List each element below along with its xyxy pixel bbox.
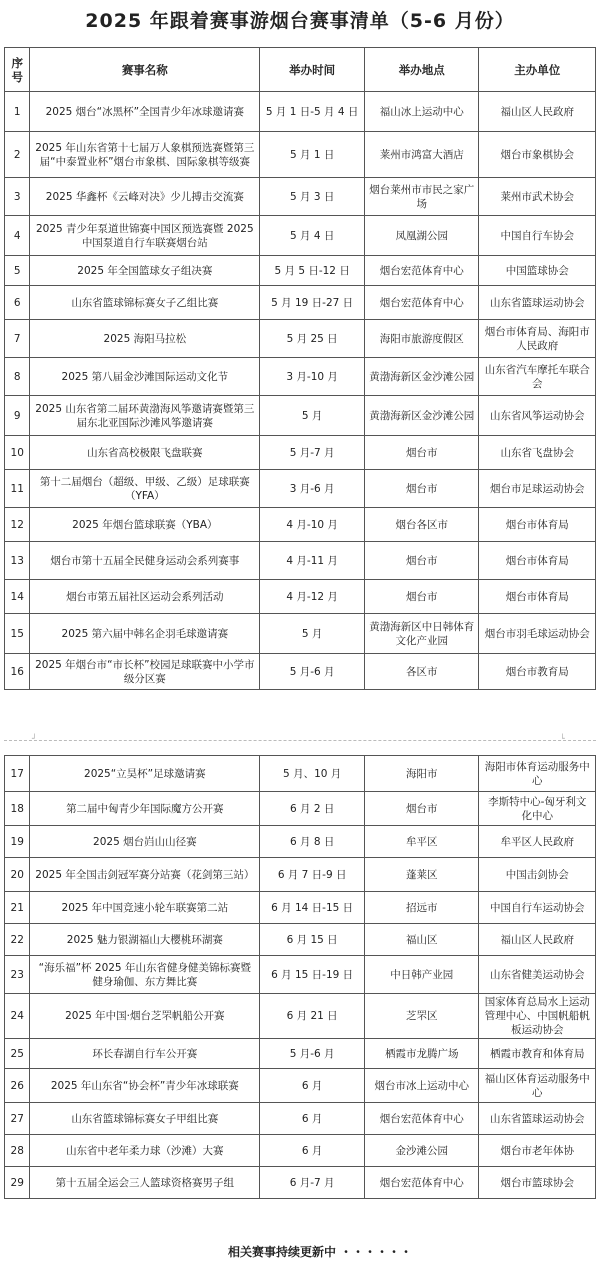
cell-index: 25 bbox=[5, 1039, 30, 1069]
cell-time: 3 月-10 月 bbox=[260, 358, 365, 396]
cell-time: 5 月-6 月 bbox=[260, 654, 365, 690]
cell-organizer: 李斯特中心-匈牙利文化中心 bbox=[479, 792, 596, 826]
cell-location: 烟台市 bbox=[365, 792, 479, 826]
cell-event-name: 2025 烟台“冰黑杯”全国青少年冰球邀请赛 bbox=[30, 92, 260, 132]
cell-organizer: 烟台市体育局、海阳市人民政府 bbox=[479, 320, 596, 358]
table-row bbox=[5, 792, 596, 826]
cell-location: 招远市 bbox=[365, 892, 479, 924]
table-row bbox=[5, 1103, 596, 1135]
cell-index: 19 bbox=[5, 826, 30, 858]
cell-organizer: 山东省汽车摩托车联合会 bbox=[479, 358, 596, 396]
cell-index: 1 bbox=[5, 92, 30, 132]
cell-event-name: 山东省篮球锦标赛女子甲组比赛 bbox=[30, 1103, 260, 1135]
cell-organizer: 烟台市体育局 bbox=[479, 508, 596, 542]
cell-index: 4 bbox=[5, 216, 30, 256]
cell-index: 7 bbox=[5, 320, 30, 358]
cell-event-name: 2025 第六届中韩名企羽毛球邀请赛 bbox=[30, 614, 260, 654]
table-row bbox=[5, 358, 596, 396]
table-row bbox=[5, 92, 596, 132]
cell-organizer: 烟台市教育局 bbox=[479, 654, 596, 690]
cell-index: 24 bbox=[5, 994, 30, 1039]
cell-location: 海阳市旅游度假区 bbox=[365, 320, 479, 358]
table-row bbox=[5, 956, 596, 994]
cell-event-name: 2025 第八届金沙滩国际运动文化节 bbox=[30, 358, 260, 396]
cell-location: 烟台莱州市市民之家广场 bbox=[365, 178, 479, 216]
event-table-part-1 bbox=[4, 47, 596, 690]
cell-location: 蓬莱区 bbox=[365, 858, 479, 892]
cell-organizer: 福山区人民政府 bbox=[479, 92, 596, 132]
cell-location: 烟台宏范体育中心 bbox=[365, 1167, 479, 1199]
cell-time: 6 月 bbox=[260, 1069, 365, 1103]
cell-event-name: 2025“立昊杯”足球邀请赛 bbox=[30, 756, 260, 792]
cell-time: 4 月-12 月 bbox=[260, 580, 365, 614]
cell-event-name: 2025 年山东省“协会杯”青少年冰球联赛 bbox=[30, 1069, 260, 1103]
page-corner-mark: ┘ bbox=[32, 734, 37, 743]
cell-event-name: “海乐福”杯 2025 年山东省健身健美锦标赛暨健身瑜伽、东方舞比赛 bbox=[30, 956, 260, 994]
cell-event-name: 2025 年烟台市“市长杯”校园足球联赛中小学市级分区赛 bbox=[30, 654, 260, 690]
table-row bbox=[5, 756, 596, 792]
cell-event-name: 2025 魅力银湖福山大樱桃环湖赛 bbox=[30, 924, 260, 956]
cell-time: 6 月 8 日 bbox=[260, 826, 365, 858]
cell-organizer: 烟台市体育局 bbox=[479, 542, 596, 580]
page-title: 2025 年跟着赛事游烟台赛事清单（5-6 月份） bbox=[85, 10, 515, 32]
cell-location: 莱州市鸿富大酒店 bbox=[365, 132, 479, 178]
table-row bbox=[5, 132, 596, 178]
cell-index: 8 bbox=[5, 358, 30, 396]
cell-index: 26 bbox=[5, 1069, 30, 1103]
cell-location: 牟平区 bbox=[365, 826, 479, 858]
cell-index: 16 bbox=[5, 654, 30, 690]
cell-index: 3 bbox=[5, 178, 30, 216]
cell-index: 18 bbox=[5, 792, 30, 826]
cell-organizer: 中国篮球协会 bbox=[479, 256, 596, 286]
cell-index: 5 bbox=[5, 256, 30, 286]
table-row bbox=[5, 858, 596, 892]
cell-time: 6 月 2 日 bbox=[260, 792, 365, 826]
cell-time: 6 月 14 日-15 日 bbox=[260, 892, 365, 924]
cell-time: 6 月 21 日 bbox=[260, 994, 365, 1039]
cell-event-name: 第十二届烟台（超级、甲级、乙级）足球联赛（YFA） bbox=[30, 470, 260, 508]
event-table-part-2 bbox=[4, 755, 596, 1199]
header-index: 序号 bbox=[5, 48, 30, 92]
cell-location: 海阳市 bbox=[365, 756, 479, 792]
cell-time: 6 月 7 日-9 日 bbox=[260, 858, 365, 892]
cell-time: 4 月-11 月 bbox=[260, 542, 365, 580]
cell-organizer: 栖霞市教育和体育局 bbox=[479, 1039, 596, 1069]
cell-organizer: 福山区体育运动服务中心 bbox=[479, 1069, 596, 1103]
table-row bbox=[5, 542, 596, 580]
table-row bbox=[5, 580, 596, 614]
table-row bbox=[5, 892, 596, 924]
cell-time: 5 月 5 日-12 日 bbox=[260, 256, 365, 286]
cell-index: 11 bbox=[5, 470, 30, 508]
table-row bbox=[5, 1069, 596, 1103]
cell-event-name: 2025 年全国篮球女子组决赛 bbox=[30, 256, 260, 286]
table-row bbox=[5, 994, 596, 1039]
table-row bbox=[5, 1167, 596, 1199]
cell-time: 5 月 1 日 bbox=[260, 132, 365, 178]
cell-organizer: 国家体育总局水上运动管理中心、中国帆船帆板运动协会 bbox=[479, 994, 596, 1039]
cell-organizer: 烟台市篮球协会 bbox=[479, 1167, 596, 1199]
cell-organizer: 山东省健美运动协会 bbox=[479, 956, 596, 994]
cell-time: 4 月-10 月 bbox=[260, 508, 365, 542]
cell-index: 22 bbox=[5, 924, 30, 956]
cell-index: 13 bbox=[5, 542, 30, 580]
cell-location: 烟台宏范体育中心 bbox=[365, 286, 479, 320]
cell-time: 3 月-6 月 bbox=[260, 470, 365, 508]
table-row bbox=[5, 654, 596, 690]
cell-time: 5 月-6 月 bbox=[260, 1039, 365, 1069]
cell-event-name: 第十五届全运会三人篮球资格赛男子组 bbox=[30, 1167, 260, 1199]
cell-index: 14 bbox=[5, 580, 30, 614]
table-row bbox=[5, 216, 596, 256]
footer-dots: ・・・・・・ bbox=[340, 1245, 413, 1259]
cell-event-name: 2025 年烟台篮球联赛（YBA） bbox=[30, 508, 260, 542]
cell-location: 凤凰湖公园 bbox=[365, 216, 479, 256]
cell-location: 福山区 bbox=[365, 924, 479, 956]
cell-index: 2 bbox=[5, 132, 30, 178]
cell-location: 烟台各区市 bbox=[365, 508, 479, 542]
cell-organizer: 山东省飞盘协会 bbox=[479, 436, 596, 470]
header-time: 举办时间 bbox=[260, 48, 365, 92]
cell-event-name: 2025 年全国击剑冠军赛分站赛（花剑第三站） bbox=[30, 858, 260, 892]
cell-index: 6 bbox=[5, 286, 30, 320]
cell-event-name: 烟台市第五届社区运动会系列活动 bbox=[30, 580, 260, 614]
cell-organizer: 山东省篮球运动协会 bbox=[479, 1103, 596, 1135]
cell-location: 烟台市冰上运动中心 bbox=[365, 1069, 479, 1103]
footer-text: 相关赛事持续更新中 bbox=[227, 1245, 336, 1259]
cell-event-name: 2025 年山东省第十七届万人象棋预选赛暨第三届“中泰置业杯”烟台市象棋、国际象棋等级赛 bbox=[30, 132, 260, 178]
cell-time: 6 月 15 日 bbox=[260, 924, 365, 956]
table-row bbox=[5, 320, 596, 358]
cell-location: 福山冰上运动中心 bbox=[365, 92, 479, 132]
cell-location: 烟台市 bbox=[365, 436, 479, 470]
cell-index: 20 bbox=[5, 858, 30, 892]
cell-organizer: 中国自行车运动协会 bbox=[479, 892, 596, 924]
footer-note bbox=[0, 1243, 600, 1260]
cell-organizer: 福山区人民政府 bbox=[479, 924, 596, 956]
cell-time: 5 月 19 日-27 日 bbox=[260, 286, 365, 320]
cell-time: 5 月-7 月 bbox=[260, 436, 365, 470]
cell-event-name: 2025 华鑫杯《云峰对决》少儿搏击交流赛 bbox=[30, 178, 260, 216]
cell-event-name: 第二届中匈青少年国际魔方公开赛 bbox=[30, 792, 260, 826]
table-header-row bbox=[5, 48, 596, 92]
cell-location: 各区市 bbox=[365, 654, 479, 690]
cell-time: 5 月 3 日 bbox=[260, 178, 365, 216]
page-break bbox=[4, 722, 596, 750]
cell-event-name: 2025 青少年泵道世锦赛中国区预选赛暨 2025 中国泵道自行车联赛烟台站 bbox=[30, 216, 260, 256]
table-row bbox=[5, 256, 596, 286]
cell-time: 5 月 4 日 bbox=[260, 216, 365, 256]
cell-organizer: 烟台市体育局 bbox=[479, 580, 596, 614]
cell-event-name: 山东省篮球锦标赛女子乙组比赛 bbox=[30, 286, 260, 320]
cell-index: 15 bbox=[5, 614, 30, 654]
cell-time: 5 月、10 月 bbox=[260, 756, 365, 792]
header-location: 举办地点 bbox=[365, 48, 479, 92]
cell-index: 12 bbox=[5, 508, 30, 542]
table-row bbox=[5, 924, 596, 956]
cell-organizer: 烟台市羽毛球运动协会 bbox=[479, 614, 596, 654]
page-corner-mark: └ bbox=[560, 734, 565, 743]
cell-location: 黄渤海新区金沙滩公园 bbox=[365, 396, 479, 436]
cell-location: 黄渤海新区中日韩体育文化产业园 bbox=[365, 614, 479, 654]
cell-time: 6 月-7 月 bbox=[260, 1167, 365, 1199]
cell-event-name: 烟台市第十五届全民健身运动会系列赛事 bbox=[30, 542, 260, 580]
cell-event-name: 2025 烟台岿山山径赛 bbox=[30, 826, 260, 858]
cell-time: 6 月 bbox=[260, 1135, 365, 1167]
cell-time: 5 月 1 日-5 月 4 日 bbox=[260, 92, 365, 132]
cell-location: 烟台宏范体育中心 bbox=[365, 1103, 479, 1135]
cell-organizer: 中国自行车协会 bbox=[479, 216, 596, 256]
cell-location: 烟台市 bbox=[365, 580, 479, 614]
cell-index: 29 bbox=[5, 1167, 30, 1199]
cell-event-name: 2025 年中国竞速小轮车联赛第二站 bbox=[30, 892, 260, 924]
cell-organizer: 莱州市武术协会 bbox=[479, 178, 596, 216]
header-event-name: 赛事名称 bbox=[30, 48, 260, 92]
table-row bbox=[5, 436, 596, 470]
cell-index: 23 bbox=[5, 956, 30, 994]
cell-index: 9 bbox=[5, 396, 30, 436]
cell-event-name: 2025 年中国·烟台芝罘帆船公开赛 bbox=[30, 994, 260, 1039]
cell-time: 5 月 25 日 bbox=[260, 320, 365, 358]
cell-event-name: 山东省中老年柔力球（沙滩）大赛 bbox=[30, 1135, 260, 1167]
cell-location: 芝罘区 bbox=[365, 994, 479, 1039]
cell-organizer: 烟台市老年体协 bbox=[479, 1135, 596, 1167]
cell-organizer: 中国击剑协会 bbox=[479, 858, 596, 892]
cell-organizer: 山东省篮球运动协会 bbox=[479, 286, 596, 320]
cell-location: 烟台市 bbox=[365, 542, 479, 580]
cell-event-name: 山东省高校极限飞盘联赛 bbox=[30, 436, 260, 470]
cell-location: 金沙滩公园 bbox=[365, 1135, 479, 1167]
cell-index: 21 bbox=[5, 892, 30, 924]
cell-location: 黄渤海新区金沙滩公园 bbox=[365, 358, 479, 396]
cell-event-name: 环长春湖自行车公开赛 bbox=[30, 1039, 260, 1069]
cell-index: 17 bbox=[5, 756, 30, 792]
table-row bbox=[5, 178, 596, 216]
cell-time: 6 月 15 日-19 日 bbox=[260, 956, 365, 994]
header-organizer: 主办单位 bbox=[479, 48, 596, 92]
cell-time: 5 月 bbox=[260, 396, 365, 436]
table-row bbox=[5, 614, 596, 654]
table-row bbox=[5, 508, 596, 542]
table-row bbox=[5, 1039, 596, 1069]
cell-event-name: 2025 海阳马拉松 bbox=[30, 320, 260, 358]
cell-location: 烟台市 bbox=[365, 470, 479, 508]
cell-event-name: 2025 山东省第二届环黄渤海风筝邀请赛暨第三届东北亚国际沙滩风筝邀请赛 bbox=[30, 396, 260, 436]
cell-organizer: 牟平区人民政府 bbox=[479, 826, 596, 858]
cell-index: 27 bbox=[5, 1103, 30, 1135]
cell-organizer: 烟台市足球运动协会 bbox=[479, 470, 596, 508]
cell-location: 栖霞市龙腾广场 bbox=[365, 1039, 479, 1069]
cell-index: 10 bbox=[5, 436, 30, 470]
cell-location: 中日韩产业园 bbox=[365, 956, 479, 994]
table-row bbox=[5, 470, 596, 508]
page-break-line bbox=[4, 740, 596, 741]
cell-organizer: 烟台市象棋协会 bbox=[479, 132, 596, 178]
cell-time: 5 月 bbox=[260, 614, 365, 654]
cell-organizer: 海阳市体育运动服务中心 bbox=[479, 756, 596, 792]
cell-index: 28 bbox=[5, 1135, 30, 1167]
cell-organizer: 山东省风筝运动协会 bbox=[479, 396, 596, 436]
table-row bbox=[5, 826, 596, 858]
cell-location: 烟台宏范体育中心 bbox=[365, 256, 479, 286]
table-row bbox=[5, 396, 596, 436]
cell-time: 6 月 bbox=[260, 1103, 365, 1135]
table-row bbox=[5, 286, 596, 320]
table-row bbox=[5, 1135, 596, 1167]
